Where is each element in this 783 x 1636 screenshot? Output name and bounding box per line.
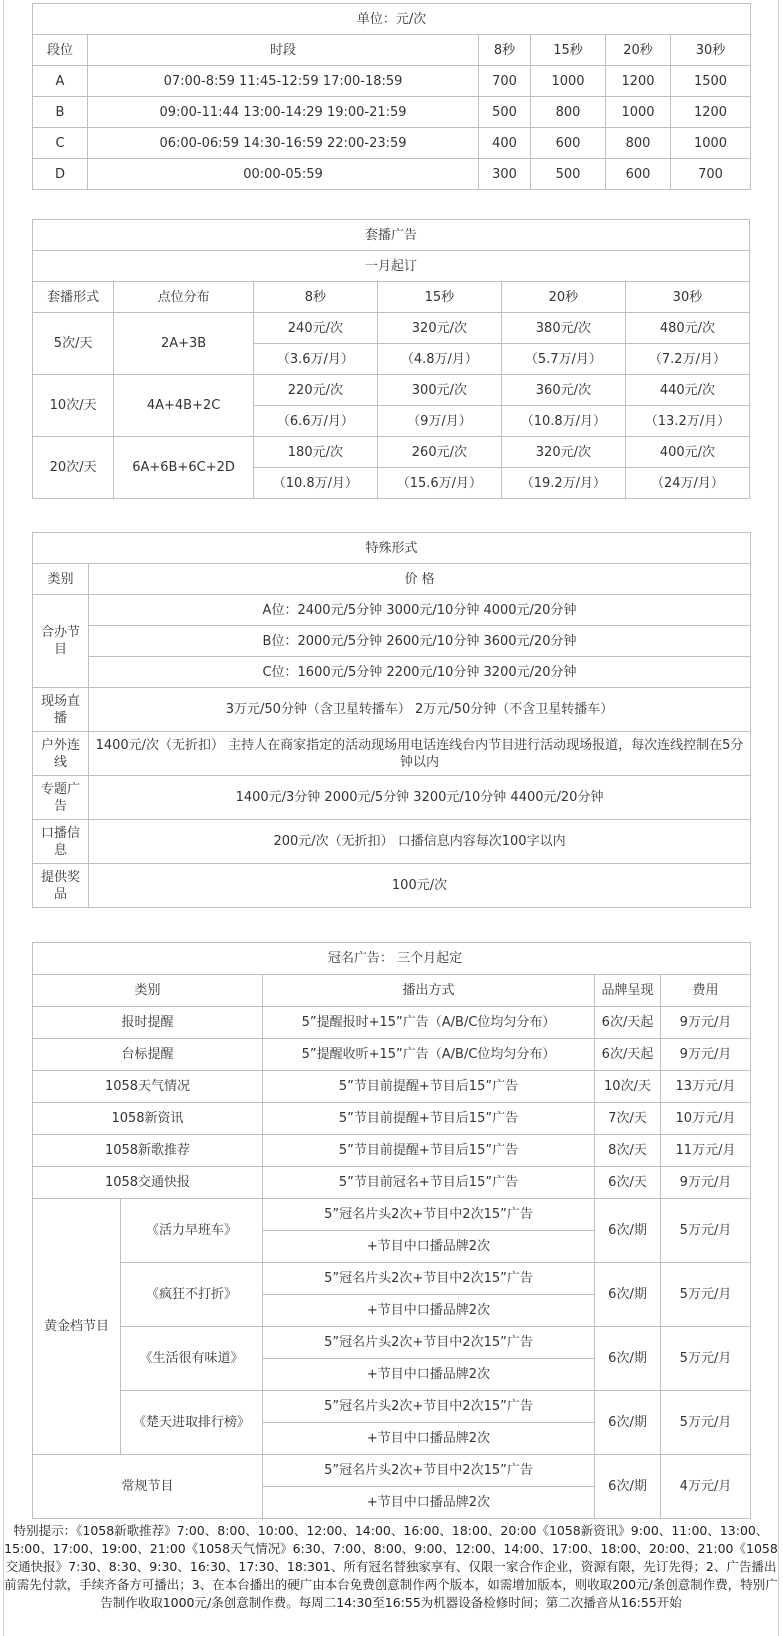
header-cell: 费用 — [661, 975, 751, 1007]
fee-cell: 5万元/月 — [661, 1263, 751, 1327]
table-row — [33, 820, 751, 864]
form-cell: 20次/天 — [33, 437, 114, 499]
table-row — [33, 1167, 751, 1199]
monthly-cell: （19.2万/月） — [501, 468, 625, 499]
header-cell: 30秒 — [671, 35, 751, 66]
title-sponsor-table — [32, 942, 751, 1519]
sponsor-title: 冠名广告： 三个月起定 — [33, 943, 751, 975]
fee-cell: 11万元/月 — [661, 1135, 751, 1167]
table-row — [33, 732, 751, 776]
header-cell: 价 格 — [89, 564, 751, 595]
special-title: 特殊形式 — [33, 533, 751, 564]
package-title: 套播广告 — [33, 220, 750, 251]
price-cell: 180元/次 — [253, 437, 377, 468]
program-cell: 《楚天进取排行榜》 — [121, 1391, 263, 1455]
tier-cell: B — [33, 97, 88, 128]
price-cell: 100元/次 — [89, 864, 751, 908]
fee-cell: 4万元/月 — [661, 1455, 751, 1519]
category-cell: 提供奖品 — [33, 864, 89, 908]
monthly-cell: （24万/月） — [625, 468, 749, 499]
tier-cell: C — [33, 128, 88, 159]
frequency-cell: 6次/期 — [595, 1327, 661, 1391]
price-cell: 440元/次 — [625, 375, 749, 406]
category-cell: 现场直播 — [33, 688, 89, 732]
table-row — [33, 1103, 751, 1135]
special-table — [32, 532, 751, 908]
table-row — [33, 1199, 751, 1231]
frequency-cell: 6次/期 — [595, 1199, 661, 1263]
price-cell: 1000 — [606, 97, 671, 128]
tier-cell: D — [33, 159, 88, 190]
frequency-cell: 6次/期 — [595, 1391, 661, 1455]
header-cell: 15秒 — [377, 282, 501, 313]
monthly-cell: （5.7万/月） — [501, 344, 625, 375]
method-cell: 5”冠名片头2次+节目中2次15”广告 — [263, 1263, 595, 1295]
header-cell: 15秒 — [531, 35, 606, 66]
monthly-cell: （7.2万/月） — [625, 344, 749, 375]
header-cell: 点位分布 — [114, 282, 254, 313]
package-table — [32, 219, 750, 499]
regular-category-cell: 常规节目 — [33, 1455, 263, 1519]
table-row — [33, 1455, 751, 1487]
header-cell: 类别 — [33, 564, 89, 595]
table-row — [33, 437, 750, 468]
monthly-cell: （10.8万/月） — [501, 406, 625, 437]
fee-cell: 13万元/月 — [661, 1071, 751, 1103]
method-cell: 5”提醒收听+15”广告（A/B/C位均匀分布） — [263, 1039, 595, 1071]
method-cell: +节目中口播品牌2次 — [263, 1231, 595, 1263]
fee-cell: 5万元/月 — [661, 1327, 751, 1391]
timeslot-cell: 06:00-06:59 14:30-16:59 22:00-23:59 — [88, 128, 479, 159]
category-cell: 1058天气情况 — [33, 1071, 263, 1103]
category-cell: 合办节目 — [33, 595, 89, 688]
points-cell: 2A+3B — [114, 313, 254, 375]
price-cell: 700 — [479, 66, 531, 97]
frequency-cell: 10次/天 — [595, 1071, 661, 1103]
table-row — [33, 375, 750, 406]
table-row — [33, 97, 751, 128]
program-cell: 《疯狂不打折》 — [121, 1263, 263, 1327]
table-row — [33, 159, 751, 190]
frequency-cell: 7次/天 — [595, 1103, 661, 1135]
method-cell: +节目中口播品牌2次 — [263, 1359, 595, 1391]
fee-cell: 5万元/月 — [661, 1199, 751, 1263]
form-cell: 10次/天 — [33, 375, 114, 437]
program-cell: 《生活很有味道》 — [121, 1327, 263, 1391]
fee-cell: 9万元/月 — [661, 1167, 751, 1199]
fee-cell: 9万元/月 — [661, 1007, 751, 1039]
category-cell: 报时提醒 — [33, 1007, 263, 1039]
price-cell: 1200 — [671, 97, 751, 128]
method-cell: +节目中口播品牌2次 — [263, 1295, 595, 1327]
price-cell: 400 — [479, 128, 531, 159]
header-cell: 8秒 — [479, 35, 531, 66]
points-cell: 6A+6B+6C+2D — [114, 437, 254, 499]
table-row — [33, 1039, 751, 1071]
frequency-cell: 6次/天 — [595, 1167, 661, 1199]
header-cell: 8秒 — [253, 282, 377, 313]
category-cell: 专题广告 — [33, 776, 89, 820]
footnote: 特别提示：《1058新歌推荐》7:00、8:00、10:00、12:00、14:00、16:00、18:00、20:00《1058新资讯》9:00、11:00、13:00、15:00、17:00、19:00、21:00《1058天气情况》6:30、7:00、8:00、9:00、12:00、14:00、17:00、18:00、20:00、21:00《1058交通快报》7:30、8:30、9:30、16:30、17:30、18:301、所有冠名替独家享有、仅限一家合作企业，资源有限，先订先得；2、广告播出前需先付款，手续齐备方可播出；3、在本台播出的硬广由本台免费创意制作两个版本，如需增加版本，则收取200元/条创意制作费，特别广告制作收取1000元/条创意制作费。每周二14:30至16:55为机器设备检修时间；第二次播音从16:55开始 — [4, 1523, 778, 1610]
price-cell: 1000 — [671, 128, 751, 159]
fee-cell: 10万元/月 — [661, 1103, 751, 1135]
rate-table-unit: 单位：元/次 — [33, 4, 751, 35]
fee-cell: 5万元/月 — [661, 1391, 751, 1455]
price-cell: 800 — [606, 128, 671, 159]
price-cell: 600 — [606, 159, 671, 190]
method-cell: 5”冠名片头2次+节目中2次15”广告 — [263, 1199, 595, 1231]
table-row — [33, 776, 751, 820]
table-row — [33, 1391, 751, 1423]
header-cell: 段位 — [33, 35, 88, 66]
method-cell: 5”节目前冠名+节目后15”广告 — [263, 1167, 595, 1199]
frequency-cell: 8次/天 — [595, 1135, 661, 1167]
frequency-cell: 6次/天起 — [595, 1039, 661, 1071]
timeslot-cell: 09:00-11:44 13:00-14:29 19:00-21:59 — [88, 97, 479, 128]
header-cell: 播出方式 — [263, 975, 595, 1007]
table-row — [33, 1071, 751, 1103]
category-cell: 户外连线 — [33, 732, 89, 776]
frequency-cell: 6次/期 — [595, 1455, 661, 1519]
table-row — [33, 864, 751, 908]
price-cell: 300元/次 — [377, 375, 501, 406]
price-cell: 800 — [531, 97, 606, 128]
method-cell: 5”冠名片头2次+节目中2次15”广告 — [263, 1455, 595, 1487]
price-cell: 500 — [531, 159, 606, 190]
table-row — [33, 1007, 751, 1039]
price-cell: 300 — [479, 159, 531, 190]
header-cell: 20秒 — [501, 282, 625, 313]
table-row — [33, 626, 751, 657]
price-cell: A位：2400元/5分钟 3000元/10分钟 4000元/20分钟 — [89, 595, 751, 626]
price-cell: 1400元/3分钟 2000元/5分钟 3200元/10分钟 4400元/20分钟 — [89, 776, 751, 820]
monthly-cell: （13.2万/月） — [625, 406, 749, 437]
price-cell: 1400元/次（无折扣） 主持人在商家指定的活动现场用电话连线台内节目进行活动现场报道，每次连线控制在5分钟以内 — [89, 732, 751, 776]
form-cell: 5次/天 — [33, 313, 114, 375]
timeslot-cell: 00:00-05:59 — [88, 159, 479, 190]
method-cell: +节目中口播品牌2次 — [263, 1423, 595, 1455]
table-row — [33, 66, 751, 97]
price-cell: 320元/次 — [377, 313, 501, 344]
table-row — [33, 1327, 751, 1359]
price-cell: 260元/次 — [377, 437, 501, 468]
table-row — [33, 1263, 751, 1295]
price-cell: 1000 — [531, 66, 606, 97]
golden-category-cell: 黄金档节目 — [33, 1199, 121, 1455]
monthly-cell: （10.8万/月） — [253, 468, 377, 499]
category-cell: 1058新歌推荐 — [33, 1135, 263, 1167]
header-cell: 套播形式 — [33, 282, 114, 313]
monthly-cell: （15.6万/月） — [377, 468, 501, 499]
price-cell: 220元/次 — [253, 375, 377, 406]
price-cell: 400元/次 — [625, 437, 749, 468]
category-cell: 1058交通快报 — [33, 1167, 263, 1199]
timeslot-cell: 07:00-8:59 11:45-12:59 17:00-18:59 — [88, 66, 479, 97]
monthly-cell: （6.6万/月） — [253, 406, 377, 437]
price-cell: 500 — [479, 97, 531, 128]
table-row — [33, 313, 750, 344]
table-row — [33, 128, 751, 159]
method-cell: 5”节目前提醒+节目后15”广告 — [263, 1103, 595, 1135]
points-cell: 4A+4B+2C — [114, 375, 254, 437]
fee-cell: 9万元/月 — [661, 1039, 751, 1071]
monthly-cell: （9万/月） — [377, 406, 501, 437]
price-cell: 3万元/50分钟（含卫星转播车） 2万元/50分钟（不含卫星转播车） — [89, 688, 751, 732]
price-cell: 200元/次（无折扣） 口播信息内容每次100字以内 — [89, 820, 751, 864]
method-cell: 5”冠名片头2次+节目中2次15”广告 — [263, 1391, 595, 1423]
price-cell: 1500 — [671, 66, 751, 97]
tier-cell: A — [33, 66, 88, 97]
table-row — [33, 688, 751, 732]
header-cell: 品牌呈现 — [595, 975, 661, 1007]
method-cell: +节目中口播品牌2次 — [263, 1487, 595, 1519]
price-cell: 600 — [531, 128, 606, 159]
price-cell: 480元/次 — [625, 313, 749, 344]
price-cell: 240元/次 — [253, 313, 377, 344]
package-subtitle: 一月起订 — [33, 251, 750, 282]
price-cell: 360元/次 — [501, 375, 625, 406]
price-cell: 700 — [671, 159, 751, 190]
category-cell: 口播信息 — [33, 820, 89, 864]
frequency-cell: 6次/天起 — [595, 1007, 661, 1039]
header-cell: 类别 — [33, 975, 263, 1007]
category-cell: 台标提醒 — [33, 1039, 263, 1071]
price-cell: B位：2000元/5分钟 2600元/10分钟 3600元/20分钟 — [89, 626, 751, 657]
price-cell: 1200 — [606, 66, 671, 97]
header-cell: 20秒 — [606, 35, 671, 66]
method-cell: 5”节目前提醒+节目后15”广告 — [263, 1135, 595, 1167]
method-cell: 5”冠名片头2次+节目中2次15”广告 — [263, 1327, 595, 1359]
header-cell: 时段 — [88, 35, 479, 66]
price-cell: C位：1600元/5分钟 2200元/10分钟 3200元/20分钟 — [89, 657, 751, 688]
rate-table — [32, 3, 751, 190]
frequency-cell: 6次/期 — [595, 1263, 661, 1327]
monthly-cell: （4.8万/月） — [377, 344, 501, 375]
monthly-cell: （3.6万/月） — [253, 344, 377, 375]
header-cell: 30秒 — [625, 282, 749, 313]
method-cell: 5”提醒报时+15”广告（A/B/C位均匀分布） — [263, 1007, 595, 1039]
table-row — [33, 1135, 751, 1167]
program-cell: 《活力早班车》 — [121, 1199, 263, 1263]
price-cell: 380元/次 — [501, 313, 625, 344]
price-cell: 320元/次 — [501, 437, 625, 468]
category-cell: 1058新资讯 — [33, 1103, 263, 1135]
method-cell: 5”节目前提醒+节目后15”广告 — [263, 1071, 595, 1103]
table-row — [33, 595, 751, 626]
table-row — [33, 657, 751, 688]
